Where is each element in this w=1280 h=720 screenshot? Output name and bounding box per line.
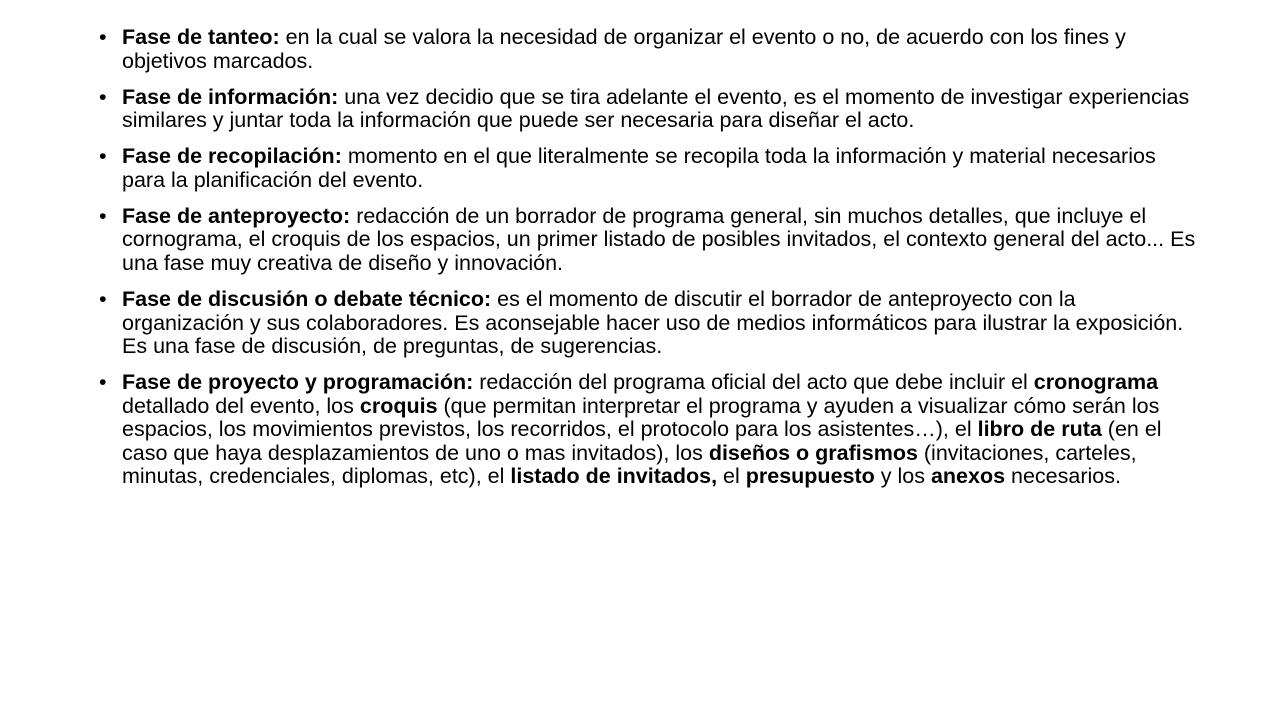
bullet-icon: • bbox=[99, 25, 107, 49]
keyword-libro-de-ruta: libro de ruta bbox=[977, 417, 1102, 442]
phase-title: Fase de tanteo: bbox=[122, 25, 280, 49]
phase-description: en la cual se valora la necesidad de organizar el evento o no, de acuerdo con los fines y objetivos marcados. bbox=[122, 25, 1126, 73]
phase-text: (que permitan interpretar el programa y ayuden a visualizar cómo serán los espacios, los movimientos previstos, los recorridos, el protocolo para los asistentes…), el bbox=[122, 393, 1160, 442]
phase-text: necesarios. bbox=[1005, 464, 1121, 489]
keyword-disenos-grafismos: diseños o grafismos bbox=[708, 440, 918, 465]
bullet-icon: • bbox=[99, 144, 107, 169]
keyword-presupuesto: presupuesto bbox=[745, 464, 875, 489]
phase-text: redacción del programa oficial del acto que debe incluir el bbox=[473, 370, 1034, 395]
keyword-cronograma: cronograma bbox=[1033, 370, 1159, 395]
list-item-discusion bbox=[98, 288, 1198, 359]
phase-description: una vez decidio que se tira adelante el evento, es el momento de investigar experiencias similares y juntar toda la información que puede ser necesaria para diseñar el acto. bbox=[122, 84, 1190, 133]
phase-title: Fase de recopilación: bbox=[122, 144, 342, 169]
phase-text: y los bbox=[874, 464, 931, 489]
phase-text: detallado del evento, los bbox=[122, 393, 360, 418]
phase-title: Fase de anteproyecto: bbox=[122, 203, 351, 228]
list-item-tanteo bbox=[98, 26, 1198, 73]
keyword-croquis: croquis bbox=[359, 393, 438, 418]
phase-text: (en el caso que haya desplazamientos de uno o mas invitados), los bbox=[122, 417, 1162, 465]
keyword-anexos: anexos bbox=[930, 464, 1006, 489]
phase-description: es el momento de discutir el borrador de anteproyecto con la organización y sus colaboradores. Es aconsejable hacer uso de medios informáticos para ilustrar la exposición. Es una fase de discusión, de preguntas, de sugerencias. bbox=[122, 286, 1184, 359]
keyword-listado-invitados: listado de invitados, bbox=[510, 464, 718, 489]
list-item-recopilacion bbox=[98, 145, 1198, 192]
list-item-informacion bbox=[98, 86, 1198, 133]
list-item-anteproyecto bbox=[98, 205, 1198, 276]
phase-title: Fase de proyecto y programación: bbox=[122, 370, 474, 395]
bullet-icon: • bbox=[99, 370, 107, 395]
phase-text: el bbox=[717, 464, 746, 489]
bullet-icon: • bbox=[99, 286, 107, 311]
phases-bullet-list bbox=[98, 26, 1198, 501]
phase-description: redacción de un borrador de programa general, sin muchos detalles, que incluye el cornograma, el croquis de los espacios, un primer listado de posibles invitados, el contexto general del acto... Es una fase muy creativa de diseño y innovación. bbox=[122, 203, 1196, 275]
phase-description: momento en el que literalmente se recopila toda la información y material necesarios para la planificación del evento. bbox=[122, 144, 1156, 192]
list-item-proyecto bbox=[98, 371, 1198, 489]
bullet-icon: • bbox=[99, 203, 107, 228]
phase-text: (invitaciones, carteles, minutas, credenciales, diplomas, etc), el bbox=[122, 440, 1137, 489]
phase-title: Fase de información: bbox=[122, 84, 339, 109]
phase-title: Fase de discusión o debate técnico: bbox=[122, 286, 492, 311]
bullet-icon: • bbox=[99, 84, 107, 109]
